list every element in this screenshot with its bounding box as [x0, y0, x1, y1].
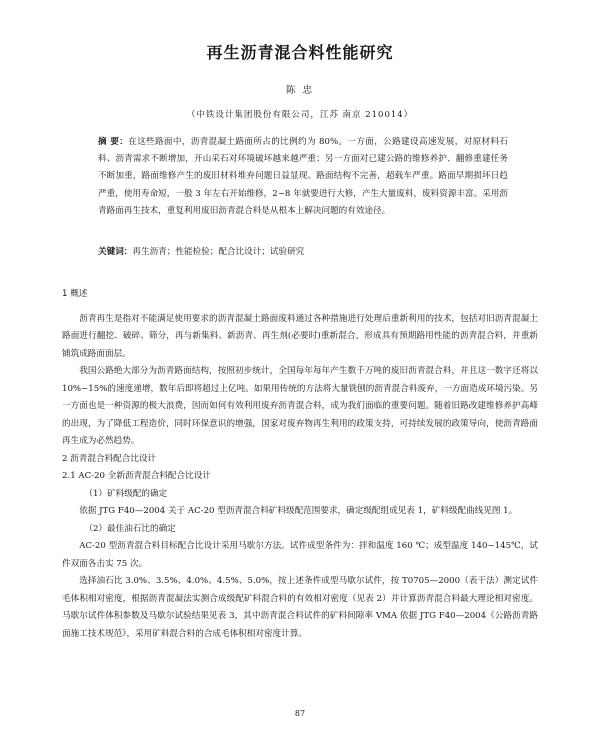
- body-paragraph: 沥青再生是指对不能满足使用要求的沥青混凝土路面废料通过各种措施进行处理后重新利用的技术，包括对旧沥青混凝土路面进行翻挖、破碎、筛分，再与新集料、新沥青、再生剂(必要时)重新混合，形成具有预期路用性能的沥青混合料，并重新铺筑成路面面层。: [62, 313, 538, 359]
- abstract-block: [98, 134, 508, 220]
- subsubsection-heading-asphalt-ratio: （2）最佳油石比的确定: [84, 523, 176, 534]
- body-paragraph: 我国公路绝大部分为沥青路面结构，按照初步统计，全国每年每年产生数千万吨的废旧沥青混合料，并且这一数字还将以 10%~15%的速度递增，数年后即将超过上亿吨。如果用传统的方法将大量铣刨的沥青混合料废弃，一方面造成环境污染。另一方面也是一种资源的极大浪费，因而如何有效利用废弃沥青混合料，成为我们面临的重要问题。随着旧路改建维修养护高峰的出现，为了降低工程造价，同时环保意识的增强，国家对废弃物再生利用的政策支持，可持续发展的政策导向，使沥青路面再生成为必然趋势。: [62, 366, 538, 446]
- body-paragraph: 选择油石比 3.0%、3.5%、4.0%、4.5%、5.0%，按上述条件成型马歇尔试件，按 T0705—2000（表干法）测定试件毛体积相对密度，根据沥青混凝法实测合成级配矿料混合料的有效相对密度（见表 2）并计算沥青混合料最大理论相对密度。马歇尔试件体积参数及马歇尔试验结果见表 3，其中沥青混合料试件的矿料间隙率 VMA 依据 JTG F40—2004《公路沥青路面施工技术规范》，采用矿料混合料的合成毛体积相对密度计算。: [62, 576, 538, 639]
- keywords-label: 关键词：: [98, 247, 133, 257]
- abstract-text: 在这些路面中，沥青混凝土路面所占的比例约为 80%。一方面，公路建设高速发展，对原材料石料、沥青需求不断增加，开山采石对环境破坏越来越严重；另一方面对已建公路的维修养护、翻修重建任务不断加重，路面维修产生的废旧材料堆弃问题日益显现。路面结构不完善，超载车严重。路面早期损坏日趋严重，使用寿命短，一般 3 年左右开始维修，2~8 年就要进行大修，产生大量废料，废料资源丰富。采用沥青路面再生技术，重复利用废旧沥青混合料是从根本上解决问题的有效途径。: [98, 137, 508, 216]
- page-number: 87: [294, 709, 306, 718]
- paper-title: 再生沥青混合料性能研究: [206, 43, 394, 62]
- author-name: 陈 忠: [285, 85, 315, 96]
- body-paragraph: AC-20 型沥青混合料目标配合比设计采用马歇尔方法。试件成型条件为：拌和温度 160 ℃；成型温度 140~145℃，试件双面各击实 75 次。: [62, 541, 538, 569]
- body-paragraph: 依据 JTG F40—2004 关于 AC-20 型沥青混合料矿料级配范围要求，确定级配组成见表 1，矿料级配曲线见图 1。: [79, 506, 518, 516]
- section-heading-1: 1 概述: [62, 289, 88, 299]
- abstract-label: 摘 要：: [98, 137, 129, 147]
- body-text: [62, 286, 538, 643]
- section-heading-2: 2 沥青混合料配合比设计: [62, 453, 157, 464]
- author-affiliation: （中铁设计集团股份有限公司，江苏 南京 210014）: [186, 110, 414, 120]
- keywords-text: 再生沥青；性能检验；配合比设计；试验研究: [132, 247, 305, 257]
- subsubsection-heading-gradation: （1）矿料级配的确定: [84, 488, 168, 499]
- keywords-block: [98, 244, 508, 260]
- subsection-heading-2-1: 2.1 AC-20 全新沥青混合料配合比设计: [62, 471, 211, 481]
